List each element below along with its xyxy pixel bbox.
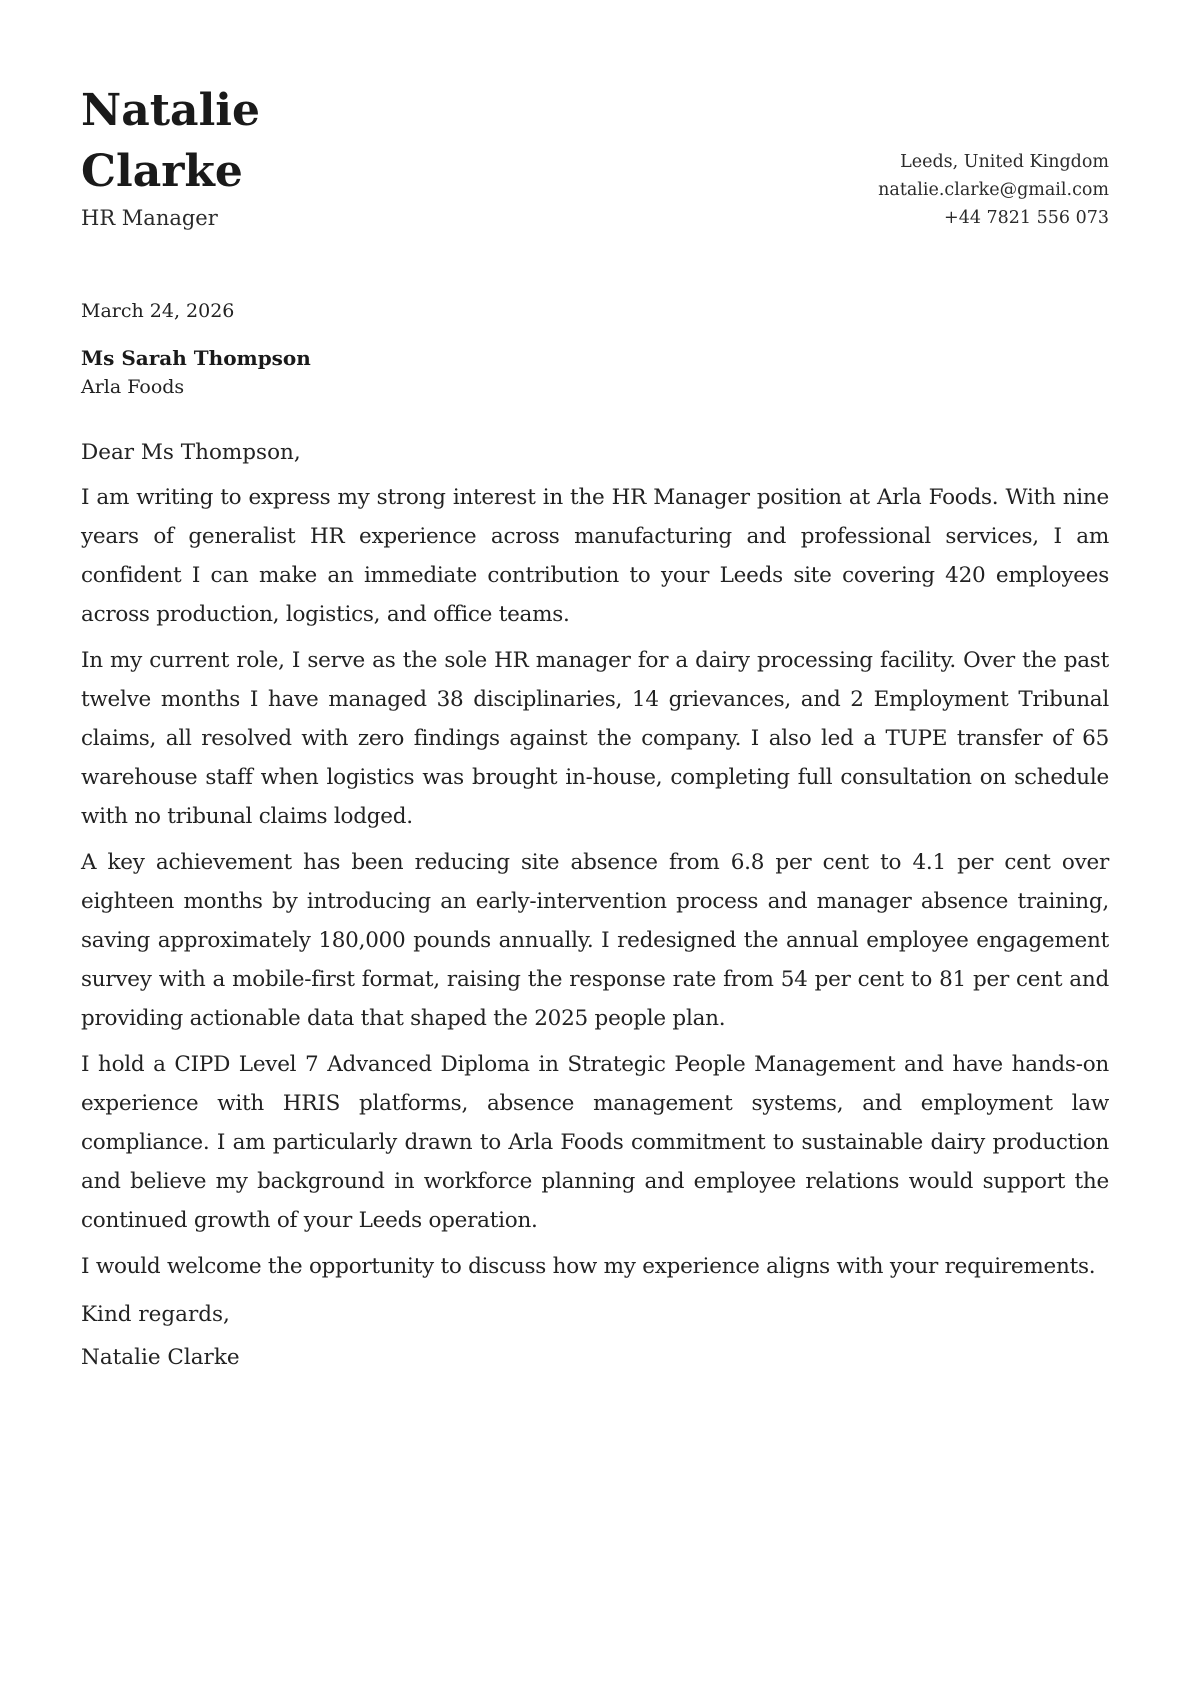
closing-block [81,1293,1109,1379]
letter-header [81,80,1109,232]
contact-info [878,148,1109,232]
recipient-block [81,344,1109,401]
letter-body [81,478,1109,1286]
contact-location: Leeds, United Kingdom [900,152,1109,172]
recipient-name: Ms Sarah Thompson [81,346,311,370]
signature-name: Natalie Clarke [81,1345,240,1370]
applicant-name [81,80,260,202]
sign-off: Kind regards, [81,1302,230,1327]
applicant-identity [81,80,260,232]
salutation: Dear Ms Thompson, [81,440,301,465]
body-paragraph: A key achievement has been reducing site absence from 6.8 per cent to 4.1 per cent over eighteen months by introducing an early-intervention process and manager absence training, saving approximately 180,000 pounds annually. I redesigned the annual employee engagement survey with a mobile-first format, raising the response rate from 54 per cent to 81 per cent and providing actionable data that shaped the 2025 people plan. [81,850,1109,1031]
body-paragraph: In my current role, I serve as the sole HR manager for a dairy processing facility. Over the past twelve months I have managed 38 disciplinaries, 14 grievances, and 2 Employment Tribunal claims, all resolved with zero findings against the company. I also led a TUPE transfer of 65 warehouse staff when logistics was brought in-house, completing full consultation on schedule with no tribunal claims lodged. [81,648,1109,829]
body-paragraph: I would welcome the opportunity to discuss how my experience aligns with your requirements. [81,1254,1096,1279]
body-paragraph: I hold a CIPD Level 7 Advanced Diploma in Strategic People Management and have hands-on experience with HRIS platforms, absence management systems, and employment law compliance. I am particularly drawn to Arla Foods commitment to sustainable dairy production and believe my background in workforce planning and employee relations would support the continued growth of your Leeds operation. [81,1052,1109,1233]
applicant-last-name: Clarke [81,146,243,197]
body-paragraph: I am writing to express my strong interest in the HR Manager position at Arla Foods. With nine years of generalist HR experience across manufacturing and professional services, I am confident I can make an immediate contribution to your Leeds site covering 420 employees across production, logistics, and office teams. [81,485,1109,627]
contact-phone: +44 7821 556 073 [944,208,1109,228]
applicant-first-name: Natalie [81,85,260,136]
recipient-company: Arla Foods [81,376,185,398]
letter-date: March 24, 2026 [81,300,235,322]
contact-email: natalie.clarke@gmail.com [878,180,1109,200]
applicant-job-title: HR Manager [81,206,218,230]
